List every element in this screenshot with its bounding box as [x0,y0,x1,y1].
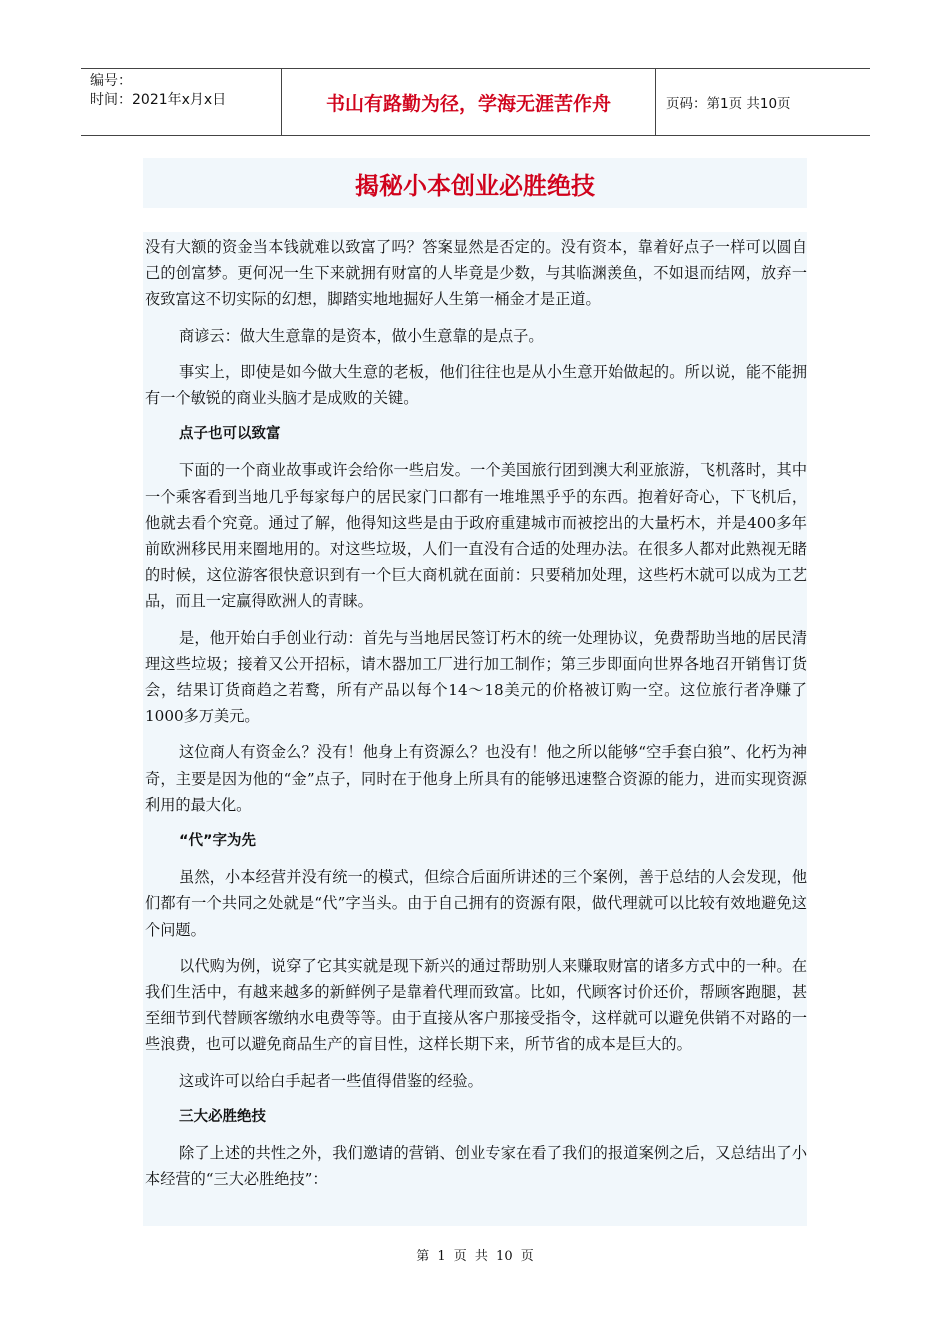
section-heading: 点子也可以致富 [179,426,281,443]
document-body [143,232,807,1226]
body-paragraph: 虽然，小本经营并没有统一的模式，但综合后面所讲述的三个案例，善于总结的人会发现，他们都有一个共同之处就是“代”字当头。由于自己拥有的资源有限，做代理就可以比较有效地避免这个问题。 [145,868,807,939]
header-table [81,68,870,136]
body-paragraph: 是，他开始白手创业行动：首先与当地居民签订朽木的统一处理协议，免费帮助当地的居民清理这些垃圾；接着又公开招标，请木器加工厂进行加工制作；第三步即面向世界各地召开销售订货会，结果订货商趋之若鹜，所有产品以每个14～18美元的价格被订购一空。这位旅行者净赚了1000多万美元。 [145,628,807,726]
body-paragraph: 下面的一个商业故事或许会给你一些启发。一个美国旅行团到澳大利亚旅游，飞机落时，其中一个乘客看到当地几乎每家每户的居民家门口都有一堆堆黑乎乎的东西。抱着好奇心，下飞机后，他就去看个究竟。通过了解，他得知这些是由于政府重建城市而被挖出的大量朽木，并是400多年前欧洲移民用来圈地用的。对这些垃圾，人们一直没有合适的处理办法。在很多人都对此熟视无睹的时候，这位游客很快意识到有一个巨大商机就在面前：只要稍加处理，这些朽木就可以成为工艺品，而且一定赢得欧洲人的青睐。 [145,461,807,611]
page-footer: 第 1 页 共 10 页 [416,1249,534,1264]
header-meta-cell [81,69,282,135]
header-motto: 书山有路勤为径，学海无涯苦作舟 [282,69,656,135]
body-paragraph: 这位商人有资金么？没有！他身上有资源么？也没有！他之所以能够“空手套白狼”、化朽为神奇，主要是因为他的“金”点子，同时在于他身上所具有的能够迅速整合资源的能力，进而实现资源利用的最大化。 [145,743,807,814]
document-title: 揭秘小本创业必胜绝技 [143,158,807,208]
body-paragraph: 商谚云：做大生意靠的是资本，做小生意靠的是点子。 [179,326,544,345]
section-heading: “代”字为先 [179,833,257,850]
document-date-label: 时间：2021年x月x日 [90,92,227,108]
body-paragraph: 除了上述的共性之外，我们邀请的营销、创业专家在看了我们的报道案例之后，又总结出了小本经营的“三大必胜绝技”： [145,1144,807,1189]
header-page-info: 页码：第1页 共10页 [666,96,791,112]
body-paragraph: 以代购为例，说穿了它其实就是现下新兴的通过帮助别人来赚取财富的诸多方式中的一种。在我们生活中，有越来越多的新鲜例子是靠着代理而致富。比如，代顾客讨价还价，帮顾客跑腿，甚至细节到代替顾客缴纳水电费等等。由于直接从客户那接受指令，这样就可以避免供销不对路的一些浪费，也可以避免商品生产的盲目性，这样长期下来，所节省的成本是巨大的。 [145,956,807,1054]
body-paragraph: 这或许可以给白手起者一些值得借鉴的经验。 [179,1071,483,1090]
document-number-label: 编号： [90,73,132,89]
body-paragraph: 没有大额的资金当本钱就难以致富了吗？答案显然是否定的。没有资本，靠着好点子一样可以圆自己的创富梦。更何况一生下来就拥有财富的人毕竟是少数，与其临渊羡鱼，不如退而结网，放弃一夜致富这不切实际的幻想，脚踏实地地掘好人生第一桶金才是正道。 [145,238,807,309]
body-paragraph: 事实上，即使是如今做大生意的老板，他们往往也是从小生意开始做起的。所以说，能不能拥有一个敏锐的商业头脑才是成败的关键。 [145,362,807,408]
section-heading: 三大必胜绝技 [179,1108,266,1125]
